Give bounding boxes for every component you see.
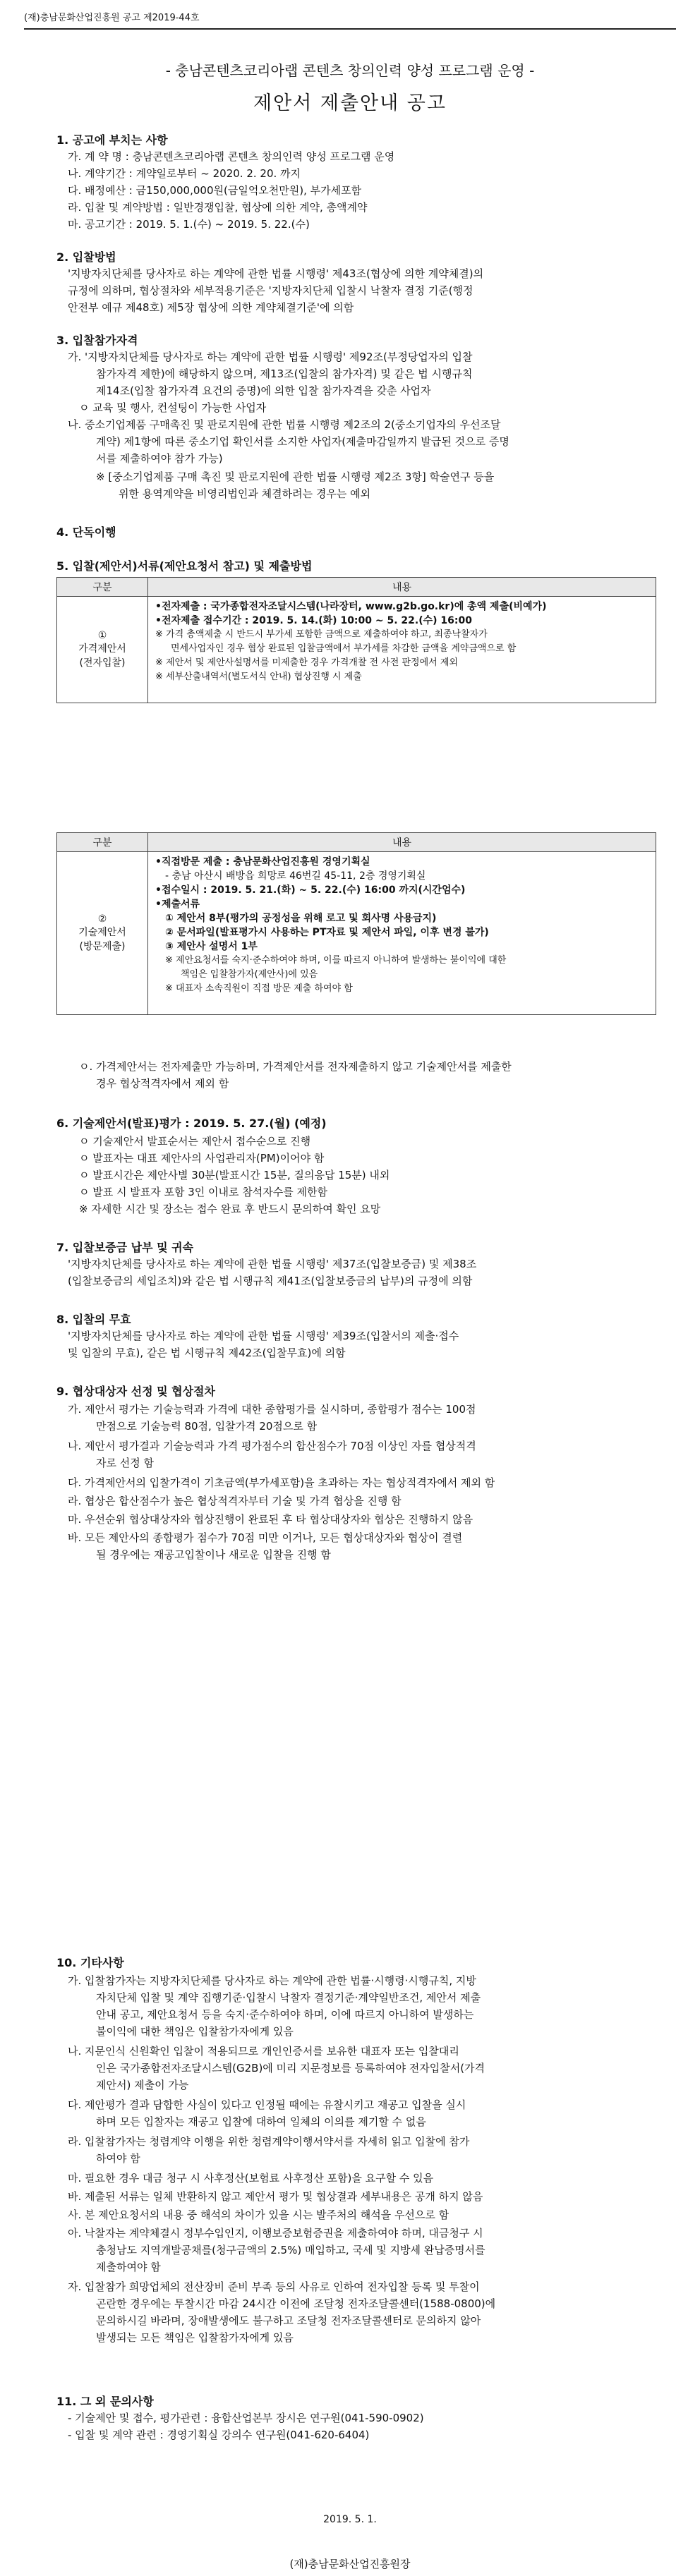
e-bid-note: ※ 제안서 및 제안사설명서를 미제출한 경우 가격개찰 전 사전 판정에서 제외 bbox=[155, 657, 458, 668]
visit-label bbox=[57, 852, 148, 1015]
section-9-heading: 9. 협상대상자 선정 및 협상절차 bbox=[56, 1385, 215, 1398]
contact-line: - 입찰 및 계약 관련 : 경영기획실 강의수 연구원(041-620-6404) bbox=[68, 2429, 370, 2441]
s7-line: '지방자치단체를 당사자로 하는 계약에 관한 법률 시행령' 제37조(입찰보증금) 및 제38조 bbox=[68, 1258, 477, 1270]
s5-note: ㅇ. 가격제안서는 전자제출만 가능하며, 가격제안서를 전자제출하지 않고 기술제안서를 제출한 bbox=[79, 1060, 512, 1073]
s10-line: 문의하시길 바라며, 장애발생에도 불구하고 조달청 전자조달콜센터로 문의하지 않아 bbox=[96, 2314, 481, 2327]
e-bid-label-text: ① 가격제안서 (전자입찰) bbox=[78, 630, 126, 669]
s8-line: '지방자치단체를 당사자로 하는 계약에 관한 법률 시행령' 제39조(입찰서의 제출·접수 bbox=[68, 1330, 459, 1342]
s6-note: ※ 자세한 시간 및 장소는 접수 완료 후 반드시 문의하여 확인 요망 bbox=[79, 1203, 381, 1215]
s6-line: ㅇ 기술제안서 발표순서는 제안서 접수순으로 진행 bbox=[79, 1135, 311, 1148]
s10-line: 자. 입찰참가 희망업체의 전산장비 준비 부족 등의 사유로 인하여 전자입찰 등록 및 투찰이 bbox=[68, 2280, 480, 2293]
s3-note: ※ [중소기업제품 구매 촉진 및 판로지원에 관한 법률 시행령 제2조 3항] 학술연구 등을 bbox=[96, 470, 495, 483]
section-3-heading: 3. 입찰참가자격 bbox=[56, 334, 138, 347]
s9-line: 될 경우에는 재공고입찰이나 새로운 입찰을 진행 함 bbox=[96, 1548, 331, 1561]
col-content-header: 내용 bbox=[148, 833, 656, 852]
s1-line: 나. 계약기간 : 계약일로부터 ~ 2020. 2. 20. 까지 bbox=[68, 167, 301, 180]
s5-note: 경우 협상적격자에서 제외 함 bbox=[96, 1077, 229, 1090]
s10-line: 라. 입찰참가자는 청렴계약 이행을 위한 청렴계약이행서약서를 자세히 읽고 입찰에 참가 bbox=[68, 2135, 470, 2148]
section-6-heading: 6. 기술제안서(발표)평가 : 2019. 5. 27.(월) (예정) bbox=[56, 1117, 327, 1130]
s10-line: 제안서) 제출이 가능 bbox=[96, 2079, 189, 2091]
s1-line: 라. 입찰 및 계약방법 : 일반경쟁입찰, 협상에 의한 계약, 총액계약 bbox=[68, 201, 368, 214]
s6-line: ㅇ 발표시간은 제안사별 30분(발표시간 15분, 질의응답 15분) 내외 bbox=[79, 1169, 390, 1181]
notice-subtitle: - 충남콘텐츠코리아랩 콘텐츠 창의인력 양성 프로그램 운영 - bbox=[165, 62, 535, 79]
col-content-header: 내용 bbox=[148, 578, 656, 597]
s6-line: ㅇ 발표자는 대표 제안사의 사업관리자(PM)이어야 함 bbox=[79, 1152, 325, 1165]
s10-line: 하여야 함 bbox=[96, 2152, 140, 2165]
s1-line: 마. 공고기간 : 2019. 5. 1.(수) ~ 2019. 5. 22.(수) bbox=[68, 218, 310, 231]
s10-line: 아. 낙찰자는 계약체결시 정부수입인지, 이행보증보험증권을 제출하여야 하며, 대금청구 시 bbox=[68, 2227, 483, 2240]
visit-doc: ③ 제안사 설명서 1부 bbox=[165, 941, 258, 952]
section-11-heading: 11. 그 외 문의사항 bbox=[56, 2395, 154, 2408]
section-7-heading: 7. 입찰보증금 납부 및 귀속 bbox=[56, 1241, 194, 1254]
s10-line: 인은 국가종합전자조달시스템(G2B)에 미리 지문정보를 등록하여야 전자입찰서(가격 bbox=[96, 2062, 485, 2074]
s3-line: 서를 제출하여야 참가 가능) bbox=[96, 452, 223, 465]
visit-note: ※ 제안요청서를 숙지·준수하여야 하며, 이를 따르지 아니하여 발생하는 불이익에 대한 bbox=[165, 955, 507, 966]
visit-line: •직접방문 제출 : 충남문화산업진흥원 경영기획실 bbox=[155, 856, 370, 868]
e-bid-content bbox=[148, 597, 656, 703]
visit-line: •제출서류 bbox=[155, 899, 200, 910]
section-4-heading: 4. 단독이행 bbox=[56, 525, 116, 539]
visit-doc: ① 제안서 8부(평가의 공정성을 위해 로고 및 회사명 사용금지) bbox=[165, 913, 437, 924]
s10-line: 가. 입찰참가자는 지방자치단체를 당사자로 하는 계약에 관한 법률·시행령·시행규칙, 지방 bbox=[68, 1974, 476, 1987]
e-bid-line: •전자제출 접수기간 : 2019. 5. 14.(화) 10:00 ~ 5. 22.(수) 16:00 bbox=[155, 615, 472, 626]
s10-line: 자치단체 입찰 및 계약 집행기준·입찰시 낙찰자 결정기준·계약일반조건, 제안서 제출 bbox=[96, 1991, 481, 2004]
s2-line: 규정에 의하며, 협상절차와 세부적용기준은 '지방자치단체 입찰시 낙찰자 결정 기준(행정 bbox=[68, 284, 473, 297]
section-5-heading: 5. 입찰(제안서)서류(제안요청서 참고) 및 제출방법 bbox=[56, 559, 313, 573]
s3-line: 계약) 제1항에 따른 중소기업 확인서를 소지한 사업자(제출마감일까지 발급된 것으로 증명 bbox=[96, 435, 509, 448]
section-8-heading: 8. 입찰의 무효 bbox=[56, 1313, 131, 1326]
section-2-heading: 2. 입찰방법 bbox=[56, 250, 116, 264]
s3-line: 참가자격 제한)에 해당하지 않으며, 제13조(입찰의 참가자격) 및 같은 법 시행규칙 bbox=[96, 367, 473, 380]
s10-line: 나. 지문인식 신원확인 입찰이 적용되므로 개인인증서를 보유한 대표자 또는 입찰대리 bbox=[68, 2045, 459, 2058]
col-type-header: 구분 bbox=[57, 578, 148, 597]
s9-line: 바. 모든 제안사의 종합평가 점수가 70점 미만 이거나, 모든 협상대상자와 협상이 결렬 bbox=[68, 1531, 463, 1544]
s10-line: 충청남도 지역개발공채를(청구금액의 2.5%) 매입하고, 국세 및 지방세 완납증명서를 bbox=[96, 2244, 485, 2256]
issuer-signature: (재)충남문화산업진흥원장 bbox=[289, 2558, 411, 2570]
s9-line: 라. 협상은 합산점수가 높은 협상적격자부터 기술 및 가격 협상을 진행 함 bbox=[68, 1495, 402, 1507]
visit-line: •접수일시 : 2019. 5. 21.(화) ~ 5. 22.(수) 16:00 까지(시간엄수) bbox=[155, 885, 466, 896]
visit-line: - 충남 아산시 배방읍 희망로 46번길 45-11, 2층 경영기획실 bbox=[165, 870, 426, 882]
s2-line: '지방자치단체를 당사자로 하는 계약에 관한 법률 시행령' 제43조(협상에 의한 계약체결)의 bbox=[68, 267, 484, 280]
visit-content bbox=[148, 852, 656, 1015]
s10-line: 다. 제안평가 결과 담합한 사실이 있다고 인정될 때에는 유찰시키고 재공고 입찰을 실시 bbox=[68, 2098, 466, 2111]
visit-note: 책임은 입찰참가자(제안사)에 있음 bbox=[181, 969, 318, 980]
s3-line: 제14조(입찰 참가자격 요건의 증명)에 의한 입찰 참가자격을 갖춘 사업자 bbox=[96, 384, 431, 397]
s10-line: 하며 모든 입찰자는 재공고 입찰에 대하여 일체의 이의를 제기할 수 없음 bbox=[96, 2115, 426, 2128]
s10-line: 사. 본 제안요청서의 내용 중 해석의 차이가 있을 시는 발주처의 해석을 우선으로 함 bbox=[68, 2209, 449, 2221]
s3-line: ㅇ 교육 및 행사, 컨설팅이 가능한 사업자 bbox=[79, 401, 267, 414]
s10-line: 발생되는 모든 책임은 입찰참가자에게 있음 bbox=[96, 2331, 294, 2344]
s2-line: 안전부 예규 제48호) 제5장 협상에 의한 계약체결기준'에 의함 bbox=[68, 301, 354, 314]
visit-label-text: ② 기술제안서 (방문제출) bbox=[78, 913, 126, 952]
col-type-header: 구분 bbox=[57, 833, 148, 852]
e-bid-label bbox=[57, 597, 148, 703]
s3-note: 위한 용역계약을 비영리법인과 체결하려는 경우는 예외 bbox=[119, 487, 371, 500]
e-bid-note: 면세사업자인 경우 협상 완료된 입찰금액에서 부가세를 차감한 금액을 계약금액으로 함 bbox=[171, 643, 517, 654]
s10-line: 바. 제출된 서류는 일체 반환하지 않고 제안서 평가 및 협상결과 세부내용은 공개 하지 않음 bbox=[68, 2190, 483, 2203]
s10-line: 곤란한 경우에는 투찰시간 마감 24시간 이전에 조달청 전자조달콜센터(1588-0800)에 bbox=[96, 2297, 496, 2310]
visit-submit-table bbox=[56, 832, 656, 1015]
s3-line: 나. 중소기업제품 구매촉진 및 판로지원에 관한 법률 시행령 제2조의 2(중소기업자의 우선조달 bbox=[68, 418, 501, 431]
s9-line: 다. 가격제안서의 입찰가격이 기초금액(부가세포함)을 초과하는 자는 협상적격자에서 제외 함 bbox=[68, 1476, 495, 1489]
contact-line: - 기술제안 및 접수, 평가관련 : 융합산업본부 장시은 연구원(041-590-0902) bbox=[68, 2412, 424, 2424]
e-bid-table bbox=[56, 577, 656, 703]
notice-number: (재)충남문화산업진흥원 공고 제2019-44호 bbox=[24, 13, 200, 23]
notice-title: 제안서 제출안내 공고 bbox=[253, 92, 447, 114]
s10-line: 제출하여야 함 bbox=[96, 2261, 161, 2273]
s10-line: 안내 공고, 제안요청서 등을 숙지·준수하여야 하며, 이에 따르지 아니하여 발생하는 bbox=[96, 2008, 474, 2021]
e-bid-note: ※ 세부산출내역서(별도서식 안내) 협상진행 시 제출 bbox=[155, 672, 362, 682]
s3-line: 가. '지방자치단체를 당사자로 하는 계약에 관한 법률 시행령' 제92조(부정당업자의 입찰 bbox=[68, 351, 473, 363]
visit-note: ※ 대표자 소속직원이 직접 방문 제출 하여야 함 bbox=[165, 983, 353, 994]
notice-date: 2019. 5. 1. bbox=[323, 2514, 377, 2525]
s10-line: 불이익에 대한 책임은 입찰참가자에게 있음 bbox=[96, 2025, 294, 2038]
section-10-heading: 10. 기타사항 bbox=[56, 1956, 124, 1969]
s1-line: 다. 배정예산 : 금150,000,000원(금일억오천만원), 부가세포함 bbox=[68, 184, 362, 197]
header-rule bbox=[24, 28, 676, 30]
s7-line: (입찰보증금의 세입조치)와 같은 법 시행규칙 제41조(입찰보증금의 납부)의 규정에 의함 bbox=[68, 1275, 473, 1287]
s9-line: 가. 제안서 평가는 기술능력과 가격에 대한 종합평가를 실시하며, 종합평가 점수는 100점 bbox=[68, 1403, 476, 1416]
s1-line: 가. 계 약 명 : 충남콘텐츠코리아랩 콘텐츠 창의인력 양성 프로그램 운영 bbox=[68, 150, 395, 163]
s8-line: 및 입찰의 무효), 같은 법 시행규칙 제42조(입찰무효)에 의함 bbox=[68, 1347, 346, 1359]
s9-line: 자로 선정 함 bbox=[96, 1457, 154, 1469]
s9-line: 만점으로 기술능력 80점, 입찰가격 20점으로 함 bbox=[96, 1420, 318, 1433]
e-bid-note: ※ 가격 총액제출 시 반드시 부가세 포함한 금액으로 제출하여야 하고, 최종낙찰자가 bbox=[155, 629, 488, 640]
s9-line: 마. 우선순위 협상대상자와 협상진행이 완료된 후 타 협상대상자와 협상은 진행하지 않음 bbox=[68, 1513, 473, 1526]
e-bid-line: •전자제출 : 국가종합전자조달시스템(나라장터, www.g2b.go.kr)에 총액 제출(비예가) bbox=[155, 601, 547, 612]
section-1-heading: 1. 공고에 부치는 사항 bbox=[56, 133, 168, 147]
s9-line: 나. 제안서 평가결과 기술능력과 가격 평가점수의 합산점수가 70점 이상인 자를 협상적격 bbox=[68, 1440, 476, 1452]
s10-line: 마. 필요한 경우 대금 청구 시 사후정산(보험료 사후정산 포함)을 요구할 수 있음 bbox=[68, 2172, 434, 2185]
visit-doc: ② 문서파일(발표평가시 사용하는 PT자료 및 제안서 파일, 이후 변경 불가) bbox=[165, 927, 489, 938]
s6-line: ㅇ 발표 시 발표자 포함 3인 이내로 참석자수를 제한함 bbox=[79, 1186, 327, 1198]
